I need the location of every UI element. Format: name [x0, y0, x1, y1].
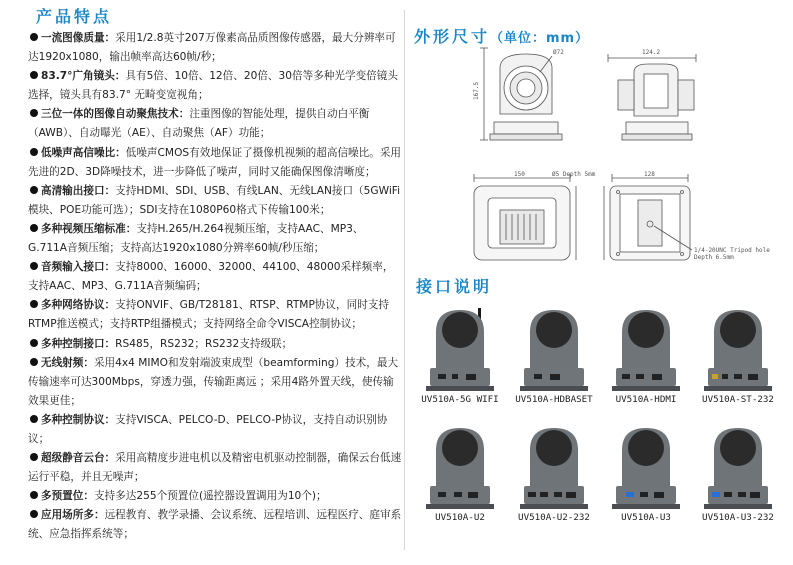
- bullet-icon: [30, 453, 38, 461]
- bullet-icon: [30, 71, 38, 79]
- front-lens-label: Ø72: [553, 49, 564, 56]
- tripod-depth-label: Depth 6.5mm: [694, 254, 734, 261]
- feature-key: 83.7°广角镜头：: [41, 70, 126, 83]
- feature-key: 三位一体的图像自动聚焦技术：: [41, 108, 190, 121]
- bottom-view-drawing: [552, 170, 788, 270]
- feature-text: 具有5倍、10倍、12倍、20倍、30倍等多种光学变倍镜头选择，镜头具有83.7° 无畸变宽视角；: [28, 70, 398, 102]
- bullet-icon: [30, 33, 38, 41]
- camera-model-card: [510, 420, 598, 523]
- feature-item: [28, 354, 402, 411]
- top-view-drawing: [466, 170, 584, 266]
- ports-title: 接口说明: [416, 277, 493, 296]
- feature-key: 多预置位：: [41, 490, 94, 503]
- bullet-icon: [30, 224, 38, 232]
- dimensions-title-text: 外形尺寸: [414, 27, 491, 46]
- bullet-icon: [30, 491, 38, 499]
- feature-text: 支持多达255个预置位(遥控器设置调用为10个)；: [93, 490, 327, 503]
- depth-note-label: Ø5 Depth 5mm: [552, 171, 596, 178]
- feature-key: 一流图像质量：: [41, 32, 116, 44]
- camera-rear-icon: [514, 302, 594, 392]
- camera-rear-icon: [420, 420, 500, 510]
- model-label: UV510A-ST-232: [702, 394, 774, 405]
- dimensions-unit: （单位：mm）: [490, 31, 590, 46]
- feature-key: 超级静音云台：: [41, 452, 116, 465]
- bullet-icon: [30, 415, 38, 423]
- feature-key: 低噪声高信噪比：: [41, 146, 126, 159]
- feature-text: 支持8000、16000、32000、44100、48000采样频率，支持AAC、MP3、G.711A音频编码；: [28, 261, 394, 293]
- feature-text: 支持HDMI、SDI、USB、有线LAN、无线LAN接口（5GWiFi模块、POE功能可选）；SDI支持在1080P60格式下传输100米；: [28, 184, 401, 216]
- bullet-icon: [30, 262, 38, 270]
- bullet-icon: [30, 148, 38, 156]
- camera-rear-icon: [698, 420, 778, 510]
- feature-text: 采用高精度步进电机以及精密电机驱动控制器，确保云台低速运行平稳，并且无噪声；: [28, 452, 402, 484]
- feature-key: 多种控制接口：: [41, 337, 116, 350]
- top-width-label: 150: [514, 171, 525, 178]
- camera-grid: [416, 302, 786, 542]
- feature-key: 应用场所多：: [41, 509, 105, 522]
- front-view-drawing: [460, 44, 580, 148]
- feature-item: [28, 411, 402, 449]
- feature-item: [28, 67, 402, 105]
- feature-key: 音频输入接口：: [41, 261, 116, 274]
- feature-text: 支持ONVIF、GB/T28181、RTSP、RTMP协议，同时支持RTMP推送模式；支持RTP组播模式；支持网络全命令VISCA控制协议；: [28, 299, 389, 331]
- model-label: UV510A-U3-232: [702, 512, 774, 523]
- camera-rear-icon: [514, 420, 594, 510]
- camera-model-card: [602, 420, 690, 523]
- model-label: UV510A-U3: [621, 512, 671, 523]
- model-label: UV510A-U2-232: [518, 512, 590, 523]
- feature-text: 低噪声CMOS有效地保证了摄像机视频的超高信噪比。采用先进的2D、3D降噪技术，进一步降低了噪声，同时又能确保图像清晰度；: [28, 146, 402, 178]
- front-height-label: 167.5: [473, 81, 480, 100]
- bullet-icon: [30, 339, 38, 347]
- feature-item: [28, 220, 402, 258]
- bullet-icon: [30, 186, 38, 194]
- feature-item: [28, 506, 402, 544]
- camera-rear-icon: [420, 302, 500, 392]
- feature-item: [28, 105, 402, 143]
- model-label: UV510A-5G WIFI: [421, 394, 499, 405]
- feature-key: 多种视频压缩标准：: [41, 222, 137, 235]
- features-list: [28, 29, 402, 545]
- model-label: UV510A-U2: [435, 512, 485, 523]
- feature-text: 采用4x4 MIMO和发射端波束成型（beamforming）技术，最大传输速率可达300Mbps，穿透力强，传输距离远 ；采用4路外置天线，使传输效果更佳；: [28, 356, 399, 407]
- model-label: UV510A-HDMI: [615, 394, 677, 405]
- feature-text: 注重图像的智能处理，提供自动白平衡（AWB）、自动曝光（AE）、自动聚焦（AF）功能；: [28, 108, 370, 140]
- feature-key: 多种控制协议：: [41, 413, 116, 426]
- camera-model-card: [602, 302, 690, 405]
- feature-text: RS485，RS232；RS232支持级联；: [115, 337, 293, 350]
- bullet-icon: [30, 510, 38, 518]
- feature-text: 远程教育、教学录播、会议系统、远程培训、远程医疗、庭审系统、应急指挥系统等；: [28, 509, 402, 541]
- camera-rear-icon: [698, 302, 778, 392]
- feature-item: [28, 182, 402, 220]
- feature-text: 采用1/2.8英寸207万像素高品质图像传感器，最大分辨率可达1920x1080，输出帧率高达60帧/秒；: [28, 32, 396, 64]
- feature-item: [28, 258, 402, 296]
- bullet-icon: [30, 109, 38, 117]
- camera-model-card: [416, 420, 504, 523]
- feature-key: 高清输出接口：: [41, 184, 116, 197]
- feature-item: [28, 296, 402, 334]
- feature-text: 支持VISCA、PELCO-D、PELCO-P协议，支持自动识别协议；: [28, 413, 388, 445]
- feature-key: 多种网络协议：: [41, 299, 116, 312]
- bottom-width-label: 128: [644, 171, 655, 178]
- feature-item: [28, 144, 402, 182]
- model-label: UV510A-HDBASET: [515, 394, 593, 405]
- column-divider: [404, 10, 405, 550]
- features-title: 产品特点: [36, 7, 113, 26]
- camera-model-card: [416, 302, 504, 405]
- feature-item: [28, 449, 402, 487]
- camera-rear-icon: [606, 420, 686, 510]
- bullet-icon: [30, 358, 38, 366]
- camera-rear-icon: [606, 302, 686, 392]
- feature-item: [28, 29, 402, 67]
- side-width-label: 124.2: [642, 49, 661, 56]
- bullet-icon: [30, 300, 38, 308]
- feature-text: 支持H.265/H.264视频压缩，支持AAC、MP3、G.711A音频压缩；支持高达1920x1080分辨率60帧/秒压缩；: [28, 222, 364, 255]
- feature-item: [28, 335, 402, 354]
- feature-key: 无线射频：: [41, 356, 94, 369]
- feature-item: [28, 487, 402, 506]
- tripod-note-label: 1/4-20UNC Tripod hole: [694, 247, 770, 254]
- side-view-drawing: [598, 44, 708, 148]
- camera-model-card: [694, 302, 782, 405]
- camera-model-card: [510, 302, 598, 405]
- camera-model-card: [694, 420, 782, 523]
